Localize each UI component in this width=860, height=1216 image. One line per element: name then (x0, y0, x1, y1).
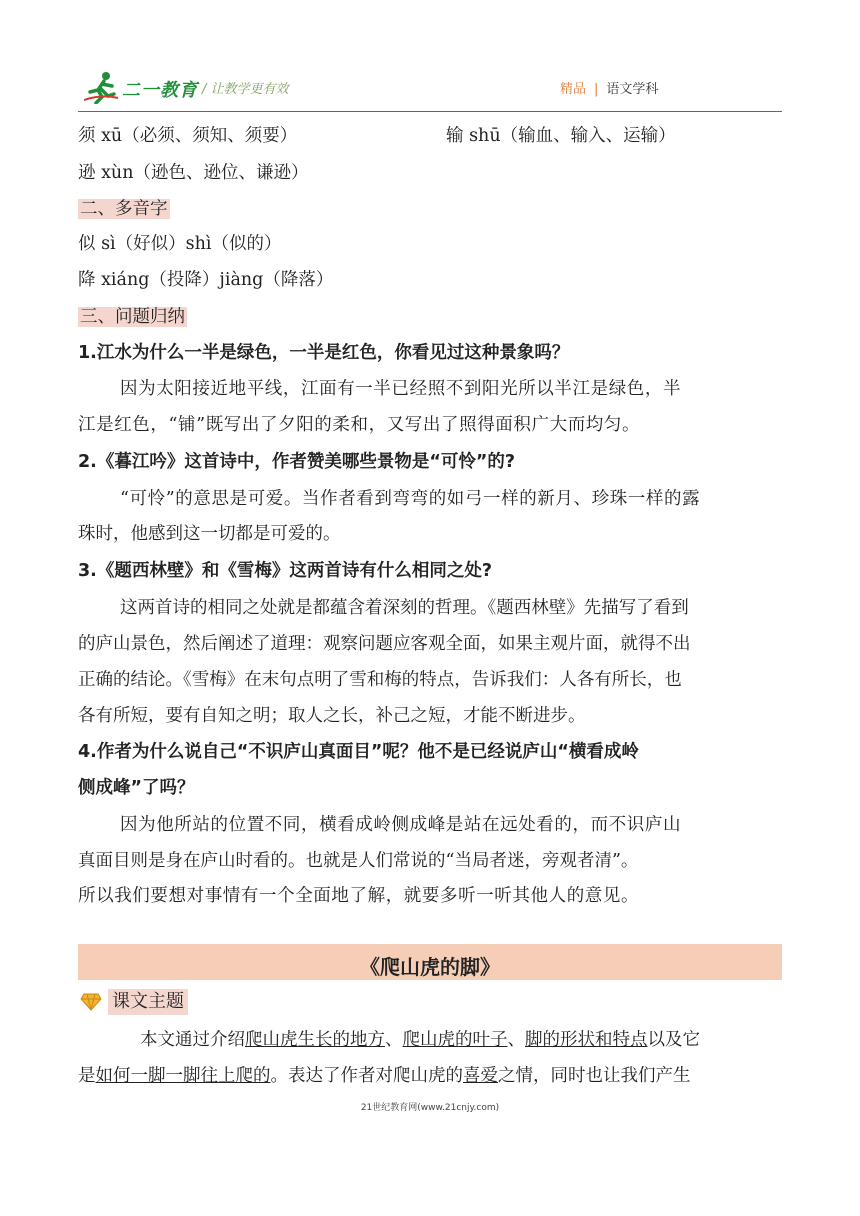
polyphonic-xiang: 降 xiáng（投降）jiàng（降落） (78, 270, 334, 290)
slogan: / 让教学更有效 (202, 82, 289, 97)
underline-phrase: 爬山虎的叶子 (402, 1030, 508, 1050)
vocab-xu: 须 xū（必须、须知、须要） (78, 126, 298, 146)
diamond-icon (80, 990, 102, 1012)
answer-3-line-3: 正确的结论。《雪梅》在末句点明了雪和梅的特点，告诉我们：人各有所长，也 (78, 670, 682, 690)
quality-tag: 精品 (560, 82, 587, 97)
vocab-xun: 逊 xùn（逊色、逊位、谦逊） (78, 163, 309, 183)
answer-2-line-2: 珠时，他感到这一切都是可爱的。 (78, 524, 341, 544)
question-4-line-1: 4.作者为什么说自己“不识庐山真面目”呢？他不是已经说庐山“横看成岭 (78, 742, 639, 762)
header-tags (560, 78, 658, 97)
theme-paragraph-line-1: 本文通过介绍爬山虎生长的地方、爬山虎的叶子、脚的形状和特点以及它 (140, 1030, 700, 1050)
answer-3-line-2: 的庐山景色，然后阐述了道理：观察问题应客观全面，如果主观片面，就得不出 (78, 634, 691, 654)
lesson-title-banner (78, 944, 782, 980)
brand-name: 二一教育 (122, 80, 198, 101)
page-footer: 21世纪教育网(www.21cnjy.com) (360, 1103, 500, 1113)
tag-separator: | (594, 82, 599, 97)
section-title-polyphonic: 二、多音字 (80, 199, 168, 219)
answer-4-line-3: 所以我们要想对事情有一个全面地了解，就要多听一听其他人的意见。 (78, 886, 640, 906)
answer-2-line-1: “可怜”的意思是可爱。当作者看到弯弯的如弓一样的新月、珍珠一样的露 (120, 489, 701, 509)
underline-phrase: 喜爱 (463, 1066, 498, 1086)
answer-1-line-2: 江是红色，“铺”既写出了夕阳的柔和，又写出了照得面积广大而均匀。 (78, 415, 641, 435)
polyphonic-si: 似 sì（好似）shì（似的） (78, 234, 282, 254)
running-man-logo-icon (84, 70, 120, 104)
question-4-line-2: 侧成峰”了吗？ (78, 778, 195, 798)
underline-phrase: 如何一脚一脚往上爬的 (95, 1066, 271, 1086)
answer-1-line-1: 因为太阳接近地平线，江面有一半已经照不到阳光所以半江是绿色，半 (120, 379, 682, 399)
question-1: 1.江水为什么一半是绿色，一半是红色，你看见过这种景象吗？ (78, 343, 570, 363)
header-divider (78, 111, 782, 112)
theme-label: 课文主题 (108, 989, 188, 1015)
answer-4-line-2: 真面目则是身在庐山时看的。也就是人们常说的“当局者迷，旁观者清”。 (78, 851, 639, 871)
underline-phrase: 爬山虎生长的地方 (245, 1030, 385, 1050)
lesson-title: 《爬山虎的脚》 (360, 955, 500, 979)
theme-paragraph-line-2: 是如何一脚一脚往上爬的。表达了作者对爬山虎的喜爱之情，同时也让我们产生 (78, 1066, 691, 1086)
section-title-questions: 三、问题归纳 (80, 307, 185, 327)
question-3: 3.《题西林壁》和《雪梅》这两首诗有什么相同之处? (78, 561, 492, 581)
vocab-shu: 输 shū（输血、输入、运输） (446, 126, 676, 146)
answer-3-line-4: 各有所短，要有自知之明；取人之长，补己之短，才能不断进步。 (78, 706, 586, 726)
answer-4-line-1: 因为他所站的位置不同，横看成岭侧成峰是站在远处看的，而不识庐山 (120, 815, 682, 835)
answer-3-line-1: 这两首诗的相同之处就是都蕴含着深刻的哲理。《题西林壁》先描写了看到 (120, 598, 689, 618)
page-header (78, 66, 782, 112)
subject-tag: 语文学科 (606, 82, 659, 97)
underline-phrase: 脚的形状和特点 (525, 1030, 648, 1050)
question-2: 2.《暮江吟》这首诗中，作者赞美哪些景物是“可怜”的? (78, 452, 515, 472)
